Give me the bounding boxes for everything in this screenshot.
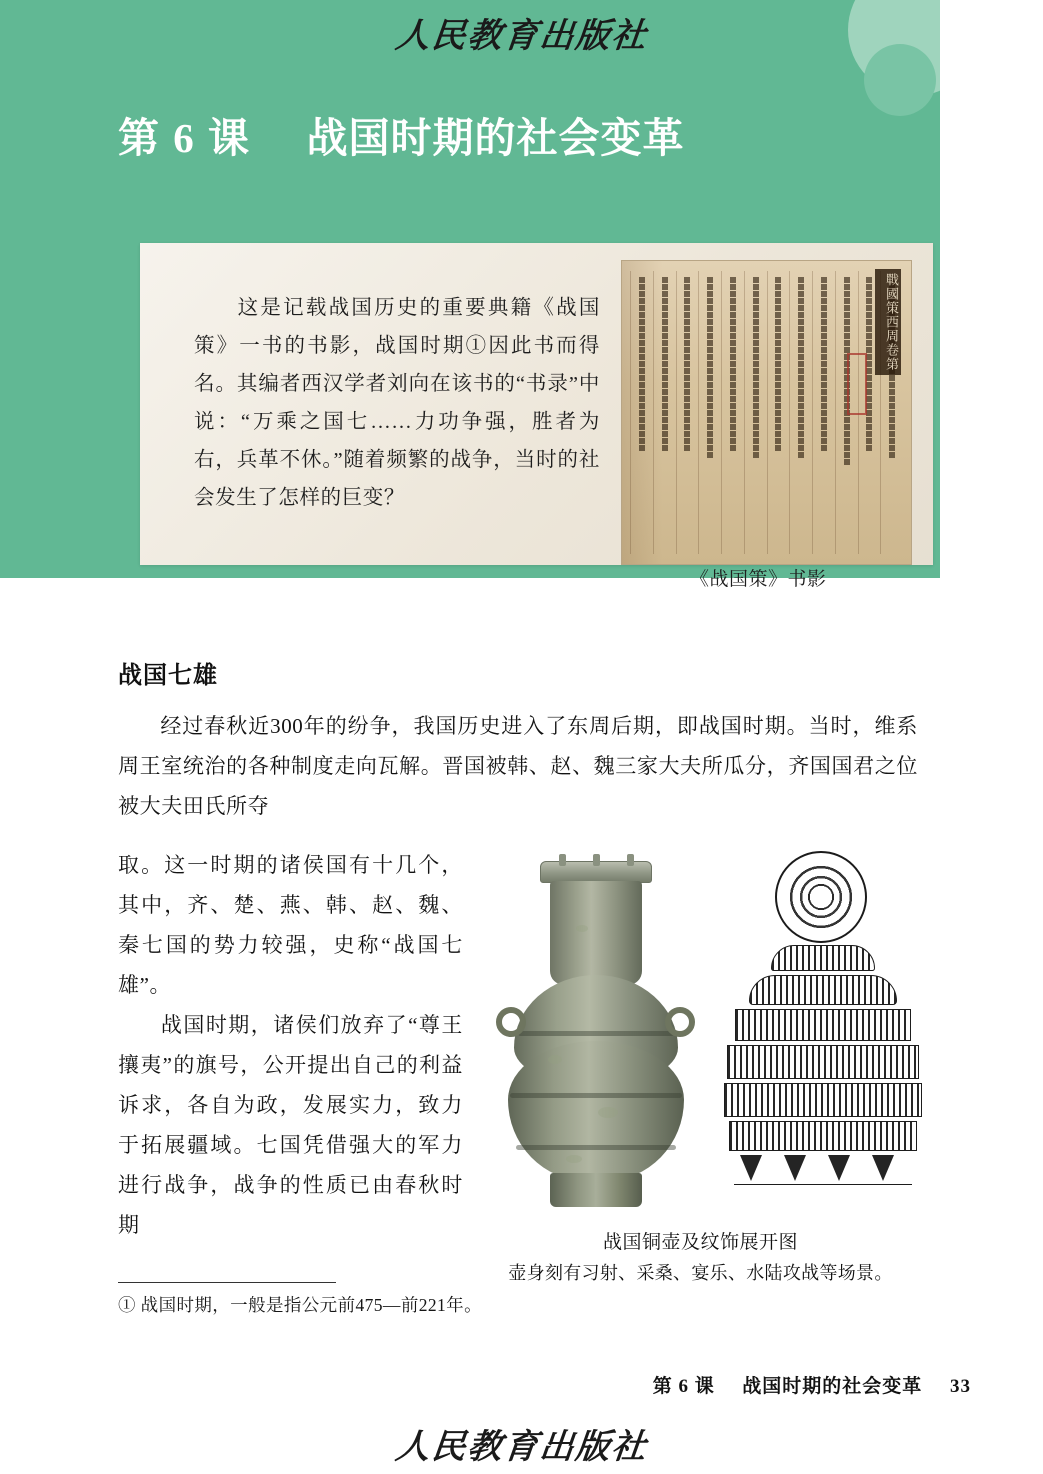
pattern-skirt [734,1155,912,1185]
lesson-label: 第 [118,115,160,161]
footnote-divider [118,1282,336,1283]
body-paragraph-2: 战国时期，诸侯们放弃了“尊王攘夷”的旗号，公开提出自己的利益诉求，各自为政，发展实力，致力于拓展疆域。七国凭借强大的军力进行战争，战争的性质已由春秋时期 [118,1013,463,1237]
publisher-mark-bottom: 人民教育出版社 [393,1429,650,1466]
intro-image-caption: 《战国策》书影 [690,569,827,590]
publisher-mark-bottom-wrap [0,1419,1043,1468]
ancient-book-image [621,260,912,565]
body-paragraph-1: 经过春秋近300年的纷争，我国历史进入了东周后期，即战国时期。当时，维系周王室统治的各种制度走向瓦解。晋国被韩、赵、魏三家大夫所瓜分，齐国国君之位被大夫田氏所夺 [118,714,918,818]
section-heading: 战国七雄 [118,663,218,689]
vessel-neck [550,881,642,985]
page-title [118,105,685,164]
book-spine-label: 戰國策西周卷第 [875,269,901,375]
unrolled-pattern-bands [723,937,923,1187]
body-paragraph-1-cont: 取。这一时期的诸侯国有十几个，其中，齐、楚、燕、韩、赵、魏、秦七国的势力较强，史称“战国七雄”。 [118,853,463,997]
body-paragraph-1-wrap [118,706,918,826]
vessel-handle-ring-right [665,1007,695,1037]
lid-pattern-disc [775,851,867,943]
body-narrow-column [118,845,463,1245]
publisher-mark-top-wrap [0,8,1043,57]
publisher-mark-top: 人民教育出版社 [393,18,650,55]
vessel-foot [550,1173,642,1207]
figure-bronze-hu [478,845,923,1285]
vessel-belly [508,1041,684,1181]
footer-lesson-title: 战国时期的社会变革 [742,1376,923,1397]
intro-card [140,243,933,565]
footer-running-head [653,1371,971,1398]
lesson-number: 6 [173,115,195,161]
ancient-book-texture [622,261,911,564]
vessel-lid [540,861,652,883]
intro-paragraph: 这是记载战国历史的重要典籍《战国策》一书的书影，战国时期①因此书而得名。其编者西汉学者刘向在该书的“书录”中说：“万乘之国七……力功争强，胜者为右，兵革不休。”随着频繁的战争，当时的社会发生了怎样的巨变？ [194,297,600,509]
page-number: 33 [950,1376,971,1397]
red-seal-icon [847,353,867,415]
lesson-title-text: 战国时期的社会变革 [306,115,685,161]
figure-caption-sub: 壶身刻有习射、采桑、宴乐、水陆攻战等场景。 [508,1263,893,1283]
footnote-text: ① 战国时期，一般是指公元前475—前221年。 [118,1295,482,1315]
intro-paragraph-wrap [140,243,610,565]
vessel-handle-ring-left [496,1007,526,1037]
figure-caption-main: 战国铜壶及纹饰展开图 [602,1232,798,1253]
lesson-unit: 课 [208,115,250,161]
footer-lesson-label: 第 6 课 [652,1376,715,1397]
figure-images [478,845,923,1223]
bronze-vessel-image [488,855,703,1215]
decoration-rubbing-image [723,851,923,1219]
